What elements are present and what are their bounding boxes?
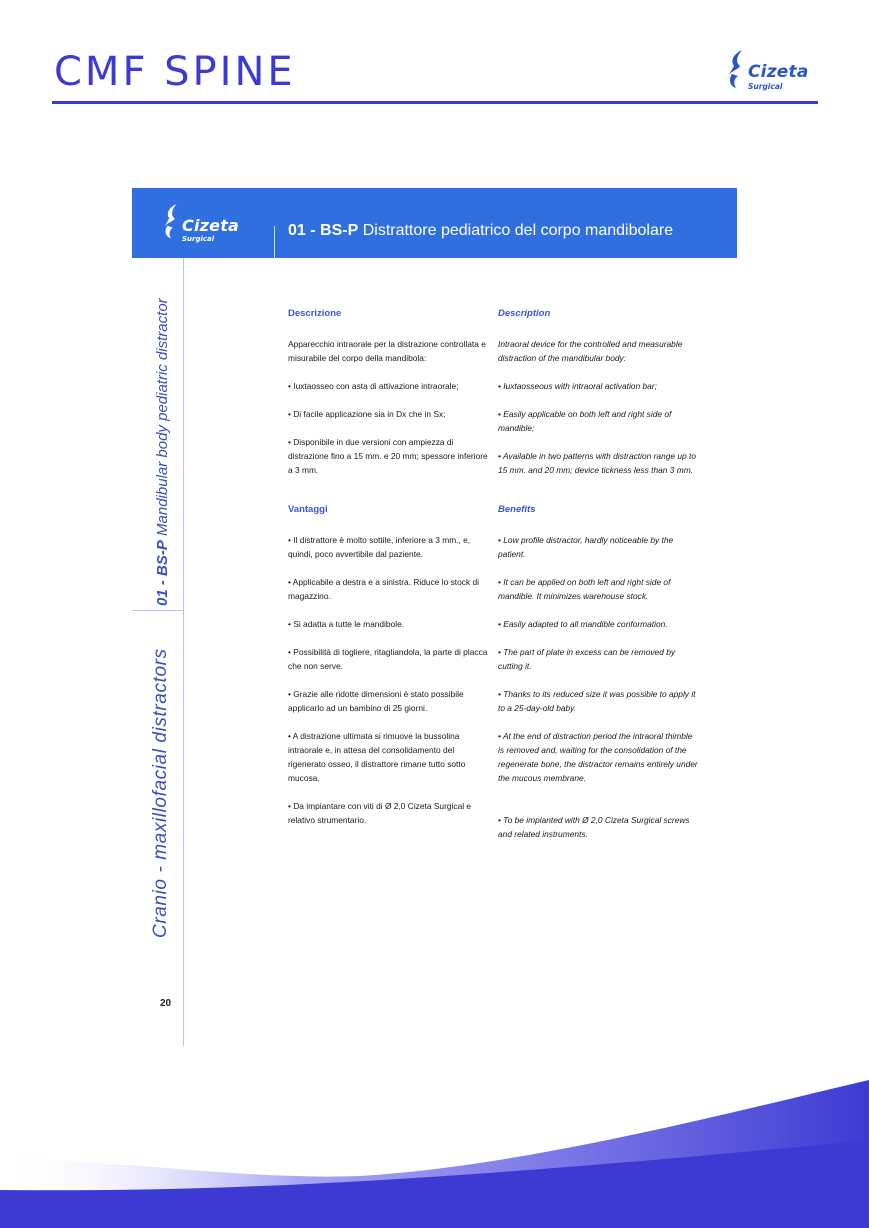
product-title [288,222,673,240]
benefit-bullet: • A distrazione ultimata si rimuove la bussolina intraorale e, in attesa del consolidamento del rigenerato osseo, il distrattore rimane tutto sotto mucosa. [288,731,466,783]
page-title: CMF SPINE [54,49,296,95]
description-bullet: • Iuxtaosseous with intraoral activation bar; [498,381,657,391]
description-bullet: • Iuxtaosseo con asta di attivazione intraorale; [288,381,459,391]
sidebar-divider [132,610,183,611]
product-code: 01 - BS-P [288,222,359,239]
benefit-bullet: • It can be applied on both left and right side of mandible. It minimizes warehouse stock. [498,577,671,601]
benefit-bullet: • Low profile distractor, hardly noticeable by the patient. [498,535,674,559]
sidebar-rule [183,258,184,1046]
description-bullet: • Easily applicable on both left and right side of mandible; [498,409,672,433]
benefit-bullet: • Possibilità di togliere, ritagliandola, la parte di placca che non serve. [288,647,488,671]
benefit-bullet: • Il distrattore è molto sottile, inferiore a 3 mm., e, quindi, poco avvertibile dal paziente. [288,535,471,559]
logo-mark-icon [160,202,184,244]
benefit-bullet: • Grazie alle ridotte dimensioni è stato possibile applicarlo ad un bambino di 25 giorni. [288,689,464,713]
description-paragraph: Intraoral device for the controlled and measurable distraction of the mandibular body: [498,339,683,363]
band-brand-sub: Surgical [182,235,215,243]
logo-mark-icon [724,48,750,94]
benefit-bullet: • To be implanted with Ø 2,0 Cizeta Surgical screws and related instruments. [498,815,690,839]
benefit-bullet: • Applicabile a destra e a sinistra. Riduce lo stock di magazzino. [288,577,480,601]
description-bullet: • Available in two patterns with distraction range up to 15 mm. and 20 mm; device tickness less than 3 mm. [498,451,696,475]
brand-name: Cizeta [748,62,809,82]
description-heading: Descrizione [288,308,342,319]
sidebar-product-name: Mandibular body pediatric distractor [154,298,171,536]
band-divider [274,226,275,258]
sidebar-product-label [154,298,171,606]
brand-sub: Surgical [748,82,783,91]
benefit-bullet: • At the end of distraction period the intraoral thimble is removed and, waiting for the consolidation of the regenerate bone, the distractor remains entirely under the mucous membrane. [498,731,698,783]
product-header-band [132,188,737,258]
brand-logo [724,48,820,98]
product-name: Distrattore pediatrico del corpo mandibolare [362,222,674,239]
sidebar-category: Cranio - maxillofacial distractors [150,648,171,938]
benefit-bullet: • Thanks to its reduced size it was possible to apply it to a 25-day-old baby. [498,689,696,713]
band-brand-logo [160,202,250,246]
description-heading: Description [498,308,551,319]
description-bullet: • Di facile applicazione sia in Dx che in Sx; [288,409,446,419]
title-rule [52,101,818,104]
benefit-bullet: • Easily adapted to all mandible conformation. [498,619,668,629]
benefits-heading: Benefits [498,504,536,515]
benefit-bullet: • Si adatta a tutte le mandibole. [288,619,405,629]
benefits-heading: Vantaggi [288,504,328,515]
footer-wave [0,1080,869,1228]
sidebar-product-code: 01 - BS-P [154,540,171,606]
benefit-bullet: • Da impiantare con viti di Ø 2,0 Cizeta Surgical e relativo strumentario. [288,801,472,825]
description-bullet: • Disponibile in due versioni con ampiezza di distrazione fino a 15 mm. e 20 mm; spessore inferiore a 3 mm. [288,437,488,475]
page-number: 20 [160,998,172,1009]
benefit-bullet: • The part of plate in excess can be removed by cutting it. [498,647,676,671]
description-paragraph: Apparecchio intraorale per la distrazione controllata e misurabile del corpo della mandibola: [288,339,486,363]
band-brand-name: Cizeta [182,216,240,235]
